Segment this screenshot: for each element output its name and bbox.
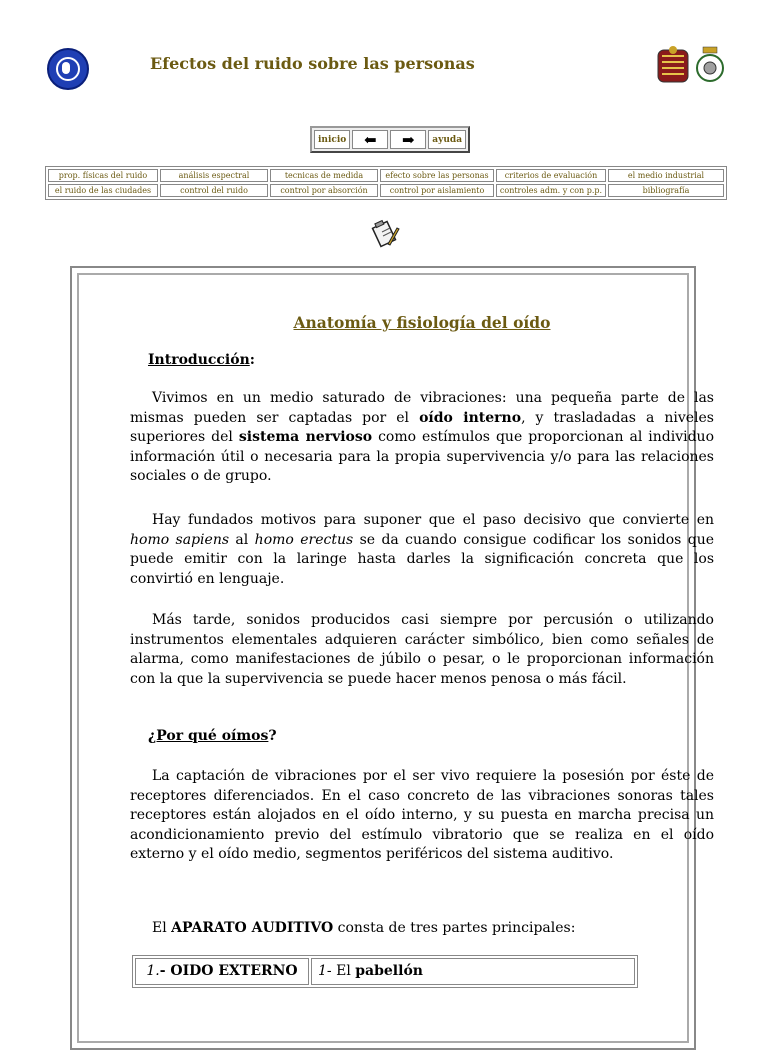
cell-title: - OIDO EXTERNO	[159, 962, 298, 979]
ayuda-button[interactable]: ayuda	[428, 130, 466, 149]
menu-item[interactable]: control por absorción	[270, 184, 378, 197]
table-cell-oido-externo	[135, 958, 309, 985]
menu-item[interactable]: el ruido de las ciudades	[48, 184, 158, 197]
p1-text-a: Vivimos en un medio saturado de vibraciones: una pequeña parte de las mismas pueden ser captadas por el	[130, 390, 714, 426]
intro-label: Introducción	[148, 352, 250, 368]
paragraph-3: Más tarde, sonidos producidos casi siempre por percusión o utilizando instrumentos elementales adquieren carácter simbólico, bien como señales de alarma, como manifestaciones de júbilo o pesar, o le proporcionan información con la que la supervivencia se puede hacer menos penosa o más fácil.	[130, 612, 714, 687]
topic-menu	[45, 166, 727, 200]
crest-logo	[656, 44, 728, 86]
menu-item[interactable]: control del ruido	[160, 184, 268, 197]
menu-item[interactable]: el medio industrial	[608, 169, 724, 182]
p2-italic-homo-erectus: homo erectus	[254, 531, 354, 548]
paragraph-1	[130, 389, 714, 487]
article-heading: Anatomía y fisiología del oído	[293, 313, 551, 332]
page-title: Efectos del ruido sobre las personas	[150, 54, 475, 73]
p1-bold-oido-interno: oído interno	[419, 409, 522, 426]
nav-bar	[310, 126, 470, 153]
menu-item[interactable]: control por aislamiento	[380, 184, 494, 197]
paragraph-2	[130, 511, 714, 589]
menu-item[interactable]: efecto sobre las personas	[380, 169, 494, 182]
intro-colon: :	[249, 352, 255, 368]
arrow-left-icon: ⬅	[364, 130, 377, 149]
p2-text-e: se da cuando consigue codificar los sonidos que puede emitir con la laringe hasta darles la significación concreta que los convirtió en lenguaje.	[130, 531, 715, 587]
p5-text-a: El	[152, 920, 172, 936]
cell-number: 1	[318, 962, 327, 979]
inicio-button[interactable]: inicio	[314, 130, 350, 149]
cell-number: 1.	[146, 962, 160, 979]
cell-bold-pabellon: pabellón	[355, 962, 423, 979]
menu-item[interactable]: prop. físicas del ruido	[48, 169, 158, 182]
why-label: ¿Por qué oímos	[148, 728, 269, 744]
menu-item[interactable]: controles adm. y con p.p.	[496, 184, 606, 197]
menu-item[interactable]: criterios de evaluación	[496, 169, 606, 182]
table-row	[135, 958, 635, 985]
menu-item[interactable]: análisis espectral	[160, 169, 268, 182]
menu-item[interactable]: tecnicas de medida	[270, 169, 378, 182]
cell-text: - El	[326, 962, 356, 979]
why-question-mark: ?	[268, 728, 277, 744]
back-button[interactable]	[352, 130, 388, 149]
why-heading	[148, 727, 277, 747]
paragraph-4: La captación de vibraciones por el ser vivo requiere la posesión por éste de receptores diferenciados. En el caso concreto de las vibraciones sonoras tales receptores están alojados en el oído interno, y su puesta en marcha precisa un acondicionamiento previo del estímulo vibratorio que se realiza en el oído externo y el oído medio, segmentos periféricos del sistema auditivo.	[130, 768, 714, 862]
p1-text-e: como estímulos que proporcionan al individuo información útil o necesaria para la propia supervivencia y/o para las relaciones sociales o de grupo.	[130, 429, 714, 484]
intro-heading	[148, 351, 255, 371]
table-cell-pabellon	[311, 958, 635, 985]
forward-button[interactable]	[390, 130, 426, 149]
ear-protection-logo	[47, 48, 89, 90]
arrow-right-icon: ➡	[402, 130, 415, 149]
p2-text-a: Hay fundados motivos para suponer que el paso decisivo que convierte en	[152, 512, 714, 528]
menu-item[interactable]: bibliografía	[608, 184, 724, 197]
p1-bold-sistema-nervioso: sistema nervioso	[238, 429, 373, 445]
p2-text-c: al	[229, 531, 255, 548]
p5-text-c: consta de tres partes principales:	[333, 920, 576, 936]
clipboard-pencil-icon	[370, 218, 400, 250]
parts-table	[132, 955, 638, 988]
ear-icon	[62, 62, 70, 74]
paragraph-5	[130, 919, 714, 939]
p1-text-c: , y trasladadas a niveles superiores del	[130, 409, 714, 445]
p2-italic-homo-sapiens: homo sapiens	[130, 531, 230, 548]
p5-bold-aparato-auditivo: APARATO AUDITIVO	[171, 920, 334, 936]
content-frame	[70, 266, 715, 1050]
